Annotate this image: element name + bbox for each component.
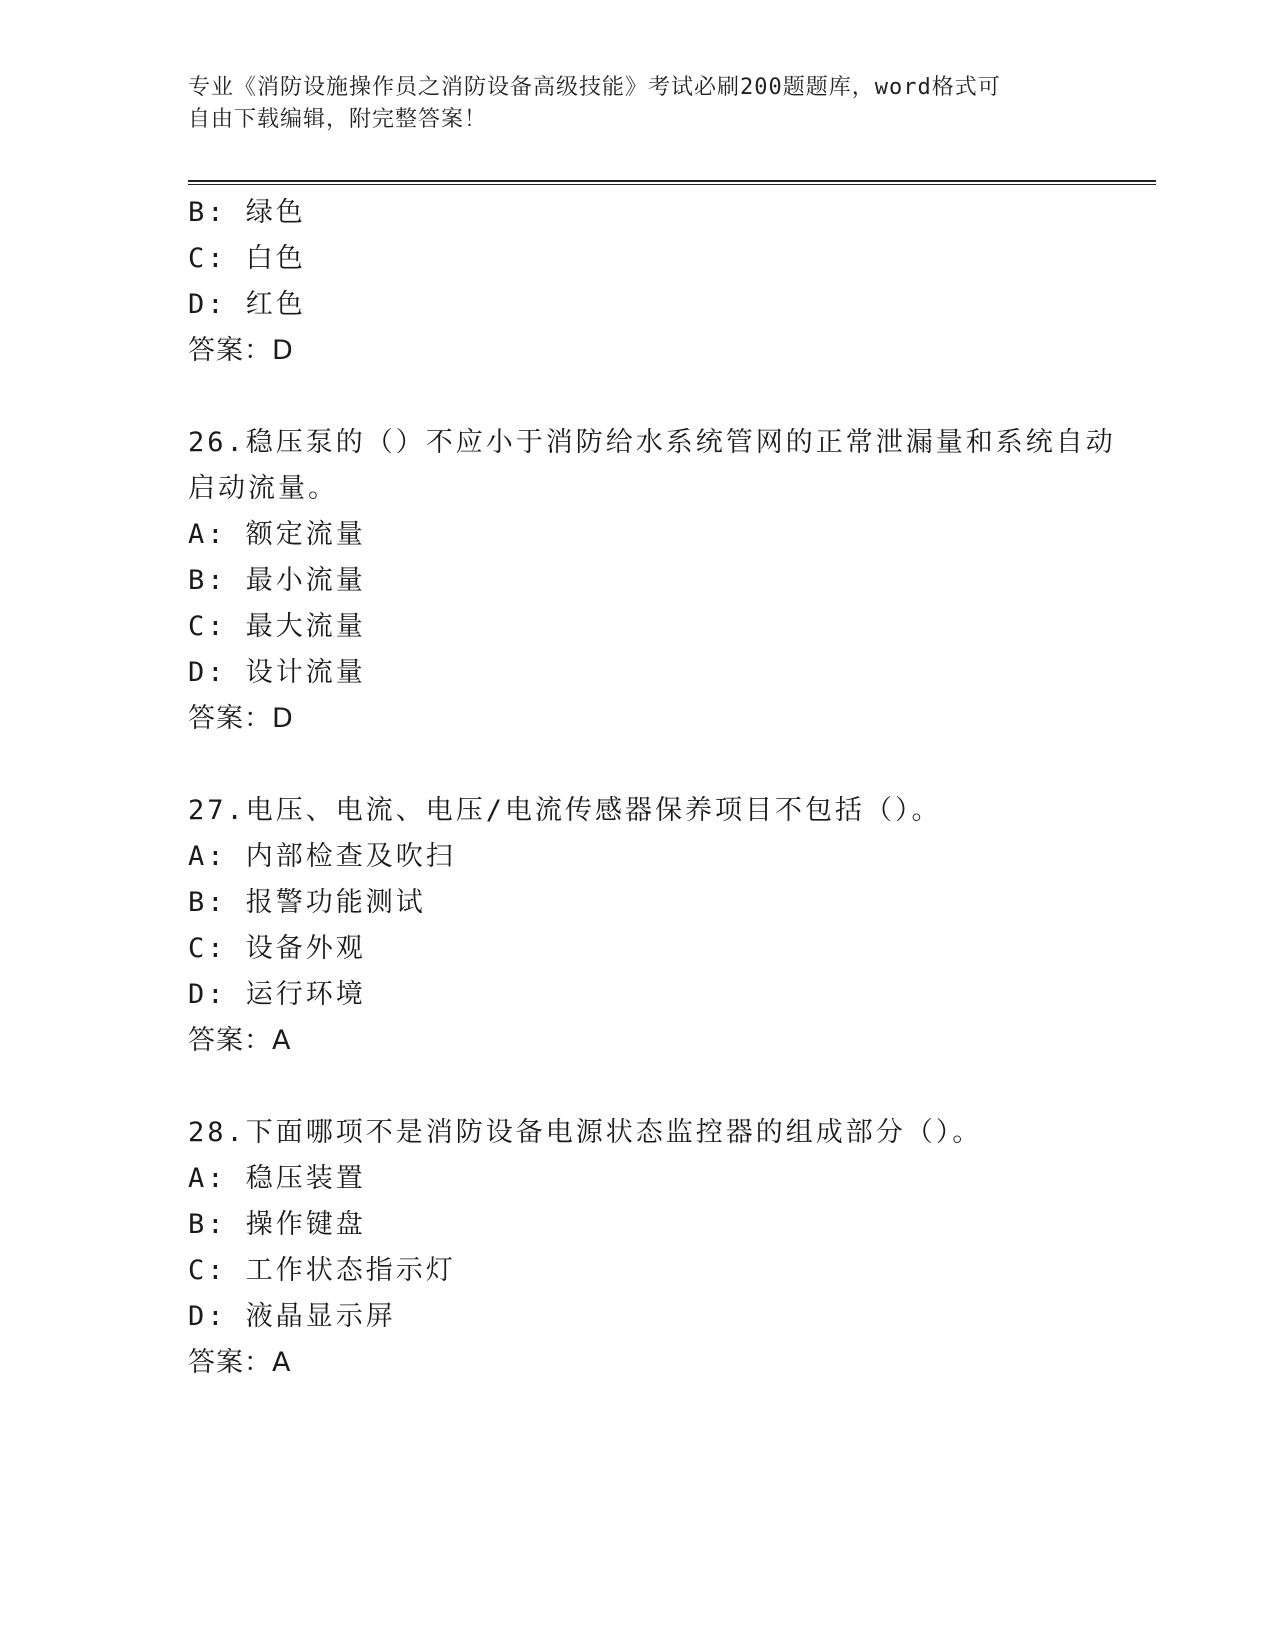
header-rule-thin	[188, 184, 1156, 185]
option-a: A: 额定流量	[188, 519, 366, 550]
question-25-continued	[188, 190, 1108, 374]
option-c: C: 最大流量	[188, 611, 366, 642]
option-d: D: 运行环境	[188, 979, 366, 1010]
question-stem: 28.下面哪项不是消防设备电源状态监控器的组成部分（）。	[188, 1117, 983, 1148]
question-list	[188, 190, 1116, 1386]
spacer	[188, 742, 1108, 788]
option-d: D: 设计流量	[188, 657, 366, 688]
header-line-1: 专业《消防设施操作员之消防设备高级技能》考试必刷200题题库，word格式可	[188, 75, 1001, 100]
option-c: C: 设备外观	[188, 933, 366, 964]
question-28	[188, 1110, 1108, 1386]
option-b: B: 绿色	[188, 197, 306, 228]
option-b: B: 最小流量	[188, 565, 366, 596]
header-rule-thick	[188, 180, 1156, 182]
option-c: C: 工作状态指示灯	[188, 1255, 456, 1286]
answer-line: 答案：A	[188, 1347, 292, 1378]
page-header	[188, 72, 1088, 136]
question-26	[188, 420, 1116, 742]
option-a: A: 稳压装置	[188, 1163, 366, 1194]
question-27	[188, 788, 1108, 1064]
option-a: A: 内部检查及吹扫	[188, 841, 456, 872]
option-d: D: 红色	[188, 289, 306, 320]
question-stem-continued: 启动流量。	[188, 473, 338, 504]
spacer	[188, 374, 1108, 420]
option-b: B: 报警功能测试	[188, 887, 426, 918]
answer-line: 答案：D	[188, 335, 294, 366]
question-stem: 27.电压、电流、电压/电流传感器保养项目不包括（）。	[188, 795, 942, 826]
option-b: B: 操作键盘	[188, 1209, 366, 1240]
spacer	[188, 1064, 1108, 1110]
answer-line: 答案：A	[188, 1025, 292, 1056]
header-line-2: 自由下载编辑，附完整答案！	[188, 107, 488, 132]
answer-line: 答案：D	[188, 703, 294, 734]
question-stem: 26.稳压泵的（）不应小于消防给水系统管网的正常泄漏量和系统自动	[188, 427, 1116, 458]
option-c: C: 白色	[188, 243, 306, 274]
option-d: D: 液晶显示屏	[188, 1301, 396, 1332]
